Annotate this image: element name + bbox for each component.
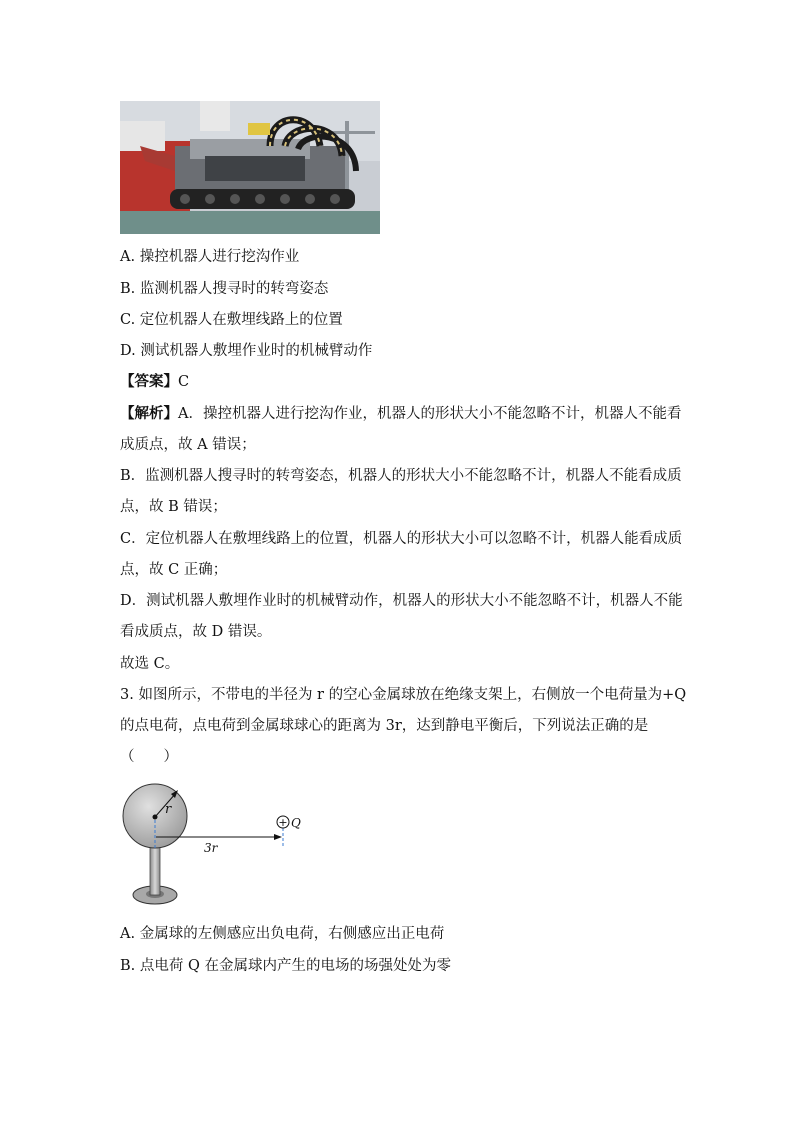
question3-line1: 3. 如图所示，不带电的半径为 r 的空心金属球放在绝缘支架上，右侧放一个电荷量为+Q — [120, 687, 687, 703]
question3-line2: 的点电荷，点电荷到金属球球心的距离为 3r，达到静电平衡后，下列说法正确的是 — [120, 718, 649, 734]
q3-option-b: B. 点电荷 Q 在金属球内产生的电场的场强处处为零 — [120, 958, 451, 974]
answer-label: 【答案】 — [120, 373, 178, 390]
analysis-b-line2: 点，故 B 错误； — [120, 499, 227, 515]
analysis-c-line1: C．定位机器人在敷埋线路上的位置，机器人的形状大小可以忽略不计，机器人能看成质 — [120, 531, 683, 547]
analysis-d-line1: D．测试机器人敷埋作业时的机械臂动作，机器人的形状大小不能忽略不计，机器人不能 — [120, 593, 683, 609]
answer-line — [120, 372, 189, 392]
radius-label: r — [165, 802, 172, 817]
option-c: C. 定位机器人在敷埋线路上的位置 — [120, 312, 343, 328]
analysis-conclusion: 故选 C。 — [120, 656, 180, 672]
option-d: D. 测试机器人敷埋作业时的机械臂动作 — [120, 343, 373, 359]
answer-value: C — [178, 374, 190, 390]
analysis-a-text: A．操控机器人进行挖沟作业，机器人的形状大小不能忽略不计，机器人不能看 — [178, 406, 682, 422]
analysis-c-line2: 点，故 C 正确； — [120, 562, 228, 578]
charge-sign: + — [278, 816, 288, 829]
charge-label: Q — [291, 816, 301, 830]
distance-label: 3r — [204, 841, 218, 855]
robot-photo — [120, 101, 380, 234]
analysis-a-line2: 成质点，故 A 错误； — [120, 437, 256, 453]
analysis-b-line1: B．监测机器人搜寻时的转弯姿态，机器人的形状大小不能忽略不计，机器人不能看成质 — [120, 468, 682, 484]
question3-blank: （ ） — [120, 749, 178, 765]
option-b: B. 监测机器人搜寻时的转弯姿态 — [120, 281, 329, 297]
analysis-d-line2: 看成质点，故 D 错误。 — [120, 624, 272, 640]
q3-option-a: A. 金属球的左侧感应出负电荷，右侧感应出正电荷 — [120, 926, 445, 942]
analysis-label: 【解析】 — [120, 405, 178, 422]
option-a: A. 操控机器人进行挖沟作业 — [120, 249, 300, 265]
analysis-a-line1 — [120, 404, 681, 424]
metal-sphere-diagram — [118, 780, 318, 910]
